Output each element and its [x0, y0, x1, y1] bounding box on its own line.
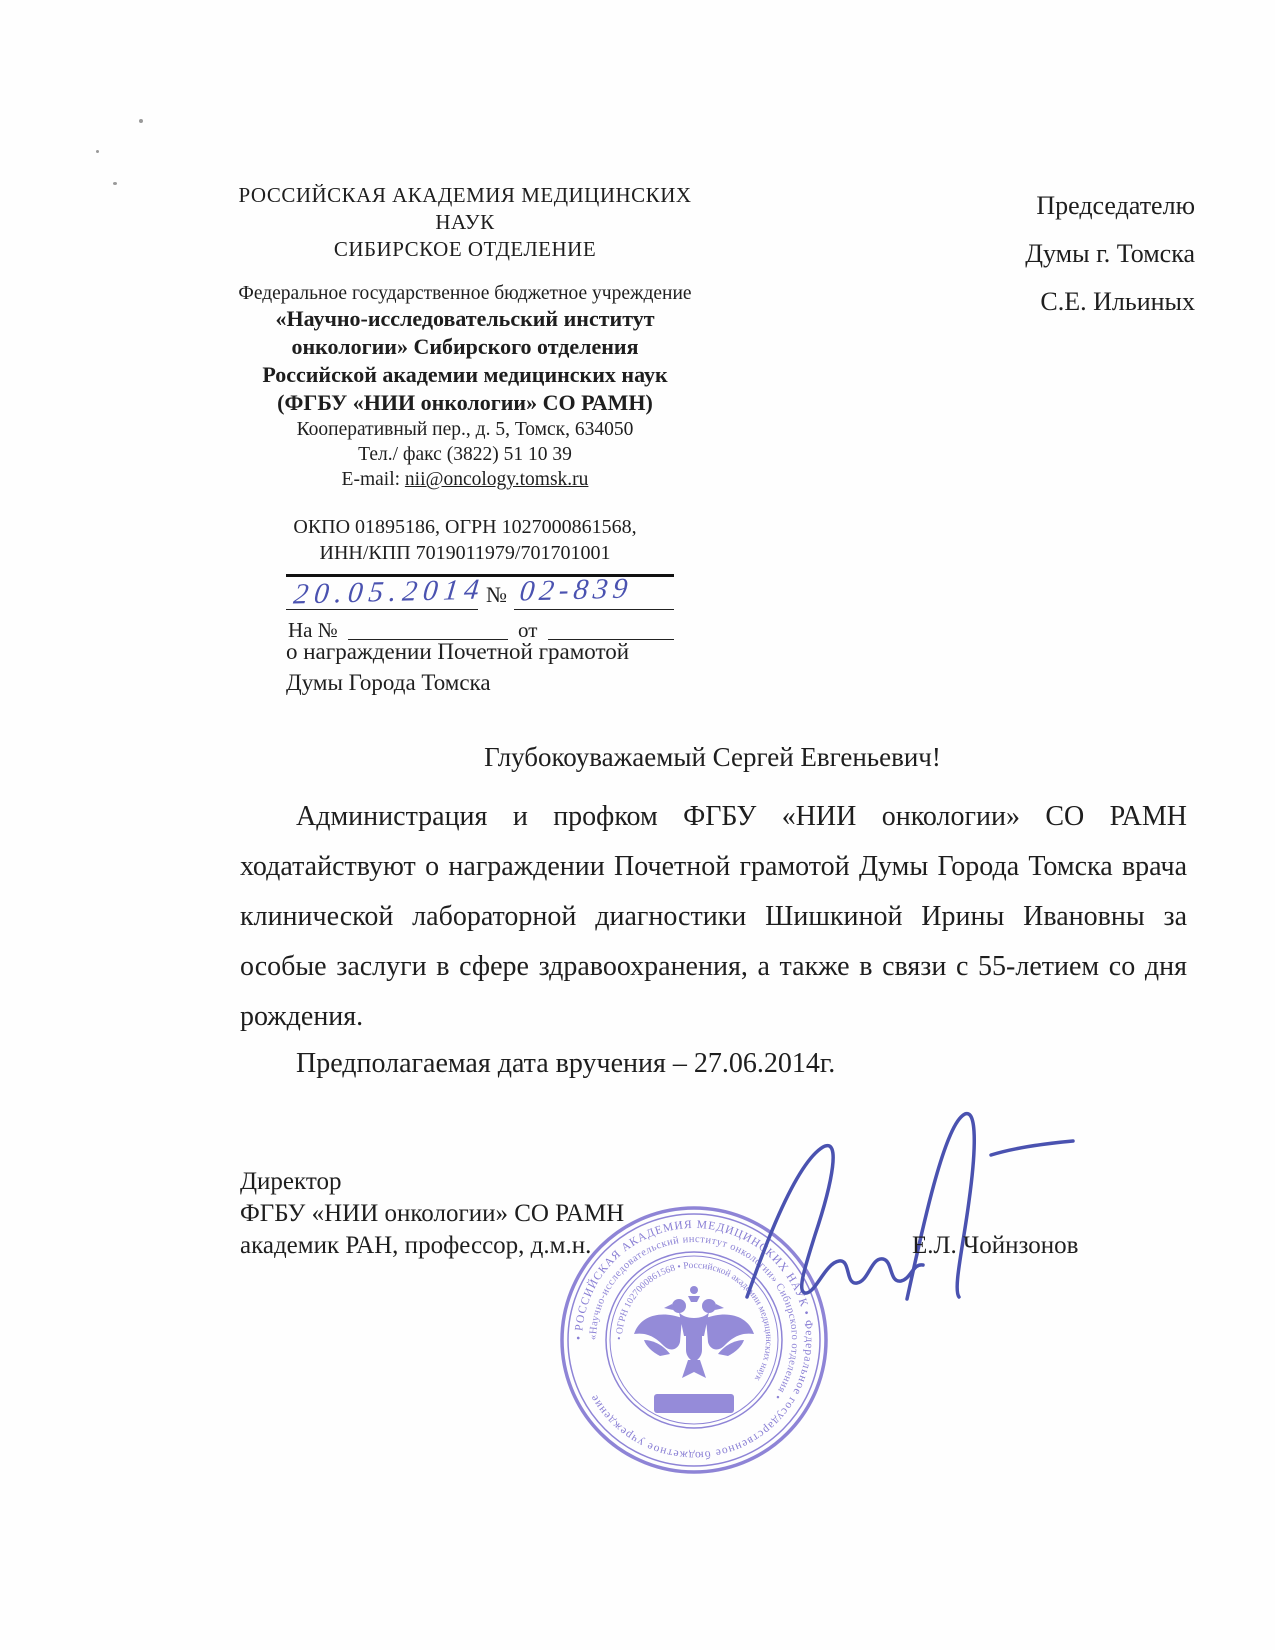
reference-date-row	[286, 572, 674, 612]
institute-abbrev-line: (ФГБУ «НИИ онкологии» СО РАМН)	[277, 390, 653, 415]
scan-speck	[139, 119, 143, 123]
subject-line2: Думы Города Томска	[286, 670, 491, 695]
reply-number-label: На №	[288, 618, 338, 642]
signatory-org: ФГБУ «НИИ онкологии» СО РАМН	[240, 1200, 625, 1227]
org-name-line2: СИБИРСКОЕ ОТДЕЛЕНИЕ	[333, 237, 597, 261]
recipient-title: Председателю	[1036, 191, 1195, 220]
handwritten-date: 20.05.2014	[291, 573, 487, 611]
org-name-line1: РОССИЙСКАЯ АКАДЕМИЯ МЕДИЦИНСКИХ НАУК	[238, 183, 692, 234]
institute-name-line3: Российской академии медицинских наук	[262, 362, 668, 387]
body-paragraph-main: Администрация и профком ФГБУ «НИИ онкологии» СО РАМН ходатайствуют о награждении Почетной грамотой Думы Города Томска врача клинической лабораторной диагностики Шишкиной Ирины Ивановны за особые заслуги в сфере здравоохранения, а также в связи с 55-летием со дня рождения.	[240, 801, 1187, 1032]
reply-date-label: от	[518, 618, 538, 642]
recipient-name: С.Е. Ильиных	[1040, 287, 1195, 316]
email-address: nii@oncology.tomsk.ru	[404, 469, 589, 490]
date-field-underline	[286, 573, 487, 611]
subject-line1: о награждении Почетной грамотой	[286, 639, 630, 664]
signatory-degrees: академик РАН, профессор, д.м.н.	[240, 1232, 592, 1259]
number-sign-label: №	[486, 582, 507, 607]
email-line	[215, 467, 715, 492]
recipient-org: Думы г. Томска	[1025, 239, 1195, 268]
recipient-block	[940, 182, 1195, 326]
body-paragraph-date: Предполагаемая дата вручения – 27.06.2014г.	[296, 1048, 836, 1079]
stamp-inner-ring-text: • ОГРН 1027000861568 • Российской академии медицинских наук	[614, 1260, 774, 1383]
institute-name-line1: «Научно-исследовательский институт	[275, 306, 655, 331]
handwritten-signature	[655, 1085, 1105, 1325]
subject-block	[286, 636, 706, 698]
email-label: E-mail:	[341, 469, 401, 490]
stamp-outer-ring-text: • РОССИЙСКАЯ АКАДЕМИЯ МЕДИЦИНСКИХ НАУК • Федеральное государственное бюджетное учреждение	[572, 1218, 816, 1462]
handwritten-number: 02-839	[518, 572, 635, 608]
number-field-underline	[514, 572, 674, 610]
signatory-position: Директор	[240, 1168, 342, 1195]
org-codes	[215, 514, 715, 566]
okpo-ogrn-line: ОКПО 01895186, ОГРН 1027000861568,	[293, 516, 637, 538]
inn-kpp-line: ИНН/КПП 7019011979/701701001	[319, 542, 611, 564]
salutation: Глубокоуважаемый Сергей Евгеньевич!	[484, 742, 941, 772]
letterhead	[215, 182, 715, 566]
scan-speck	[96, 150, 99, 153]
scan-speck	[113, 182, 117, 185]
stamp-middle-ring-text: «Научно-исследовательский институт онкологии» Сибирского отделения •	[587, 1233, 801, 1402]
phone-line: Тел./ факс (3822) 51 10 39	[358, 444, 572, 465]
signatory-name: Е.Л. Чойнзонов	[912, 1232, 1079, 1259]
address-line: Кооперативный пер., д. 5, Томск, 634050	[296, 419, 634, 440]
institute-name-line2: онкологии» Сибирского отделения	[291, 334, 639, 359]
org-type-line: Федеральное государственное бюджетное учреждение	[238, 283, 692, 304]
stamp-number-banner	[654, 1394, 734, 1413]
